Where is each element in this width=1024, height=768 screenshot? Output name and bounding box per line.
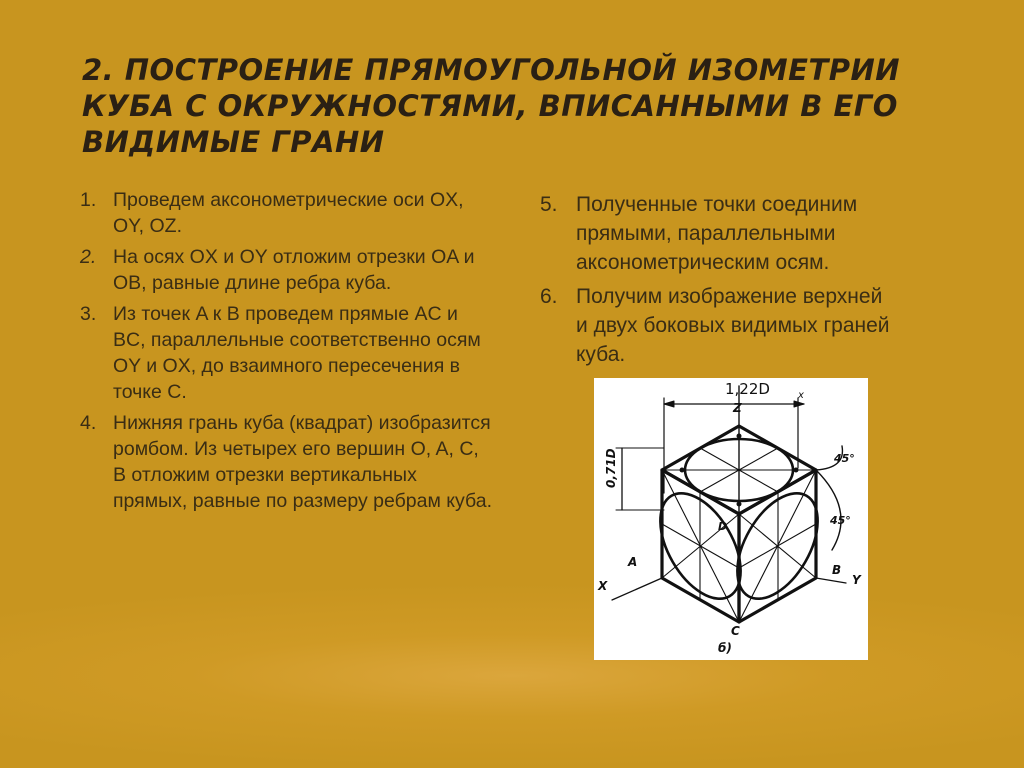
- step-text: Получим изображение верхней и двух боковых видимых граней куба.: [576, 285, 890, 366]
- step-number: 4.: [80, 412, 97, 434]
- list-item: [80, 244, 495, 296]
- step-text: На осях OX и OY отложим отрезки OA и OB, равные длине ребра куба.: [113, 246, 475, 294]
- list-item: [80, 187, 495, 239]
- dim-left-label: 0,71D: [604, 448, 618, 488]
- angle-upper-label: 45°: [834, 452, 855, 465]
- c-label: C: [731, 624, 740, 638]
- dim-top-label: 1,22D: [725, 380, 770, 398]
- list-item: [540, 282, 890, 369]
- x-small-label: x: [798, 390, 804, 401]
- x-axis-label: X: [598, 579, 608, 593]
- step-number: 5.: [540, 193, 558, 216]
- steps-list-right: [540, 190, 890, 374]
- figure-caption: б): [718, 641, 732, 655]
- step-text: Нижняя грань куба (квадрат) изобразится ромбом. Из четырех его вершин O, A, C, B отложим отрезки вертикальных прямых, равные по размеру ребрам куба.: [113, 412, 492, 512]
- axis-y: [816, 578, 846, 583]
- step-text: Проведем аксонометрические оси OX, OY, OZ.: [113, 189, 464, 237]
- cube-isometric-figure: [594, 378, 868, 660]
- step-text: Из точек A к B проведем прямые AC и BC, параллельные соответственно осям OY и OX, до взаимного пересечения в точке C.: [113, 303, 481, 403]
- cube-drawing: [594, 378, 868, 660]
- y-axis-label: Y: [852, 573, 861, 587]
- a-label: A: [628, 555, 638, 569]
- axis-x: [612, 578, 662, 600]
- d-label: D: [718, 520, 728, 533]
- list-item: [80, 410, 495, 514]
- step-number: 2.: [80, 246, 97, 268]
- slide-title: 2. ПОСТРОЕНИЕ ПРЯМОУГОЛЬНОЙ ИЗОМЕТРИИ КУБА С ОКРУЖНОСТЯМИ, ВПИСАННЫМИ В ЕГО ВИДИМЫЕ ГРАНИ: [82, 53, 901, 159]
- angle-lower-label: 45°: [830, 514, 851, 527]
- b-label: B: [832, 563, 842, 577]
- step-number: 1.: [80, 189, 97, 211]
- step-number: 6.: [540, 285, 558, 308]
- list-item: [540, 190, 890, 277]
- z-label: Z: [733, 401, 742, 415]
- step-text: Полученные точки соединим прямыми, параллельными аксонометрическим осям.: [576, 193, 858, 274]
- step-number: 3.: [80, 303, 97, 325]
- list-item: [80, 301, 495, 405]
- steps-list-left: [80, 187, 495, 519]
